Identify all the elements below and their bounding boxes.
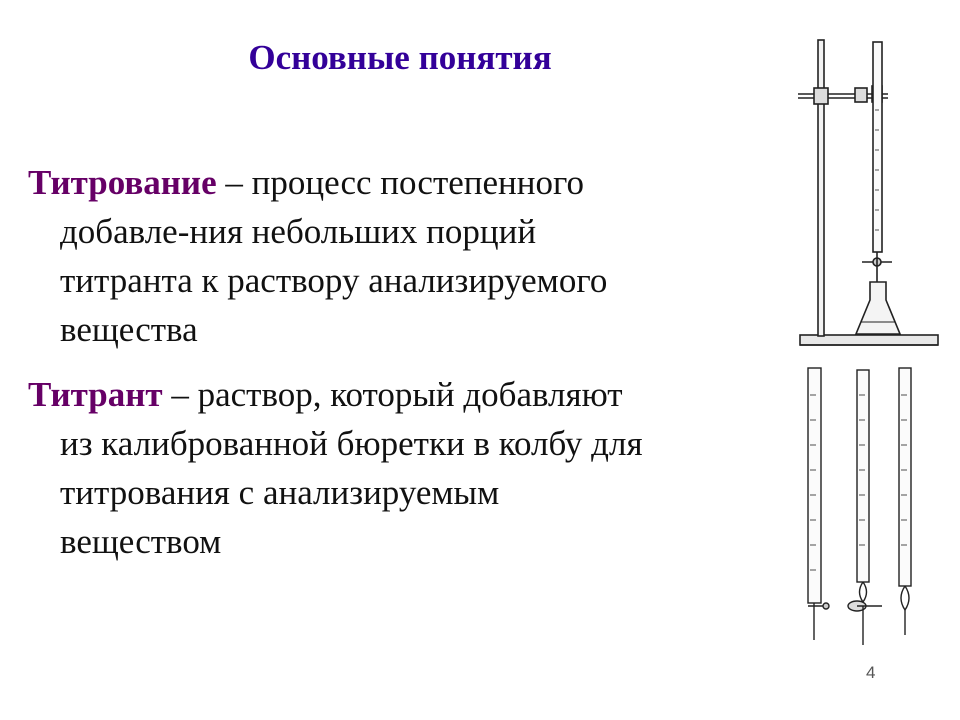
definition-text-line: вещества bbox=[60, 310, 198, 349]
definition-text-line: добавле-ния небольших порций bbox=[60, 212, 537, 251]
definition-text-line: титранта к раствору анализируемого bbox=[60, 261, 608, 300]
term-titrant: Титрант bbox=[28, 375, 163, 414]
term-titration: Титрование bbox=[28, 163, 217, 202]
definition-text-line: веществом bbox=[60, 522, 222, 561]
slide-title: Основные понятия bbox=[248, 38, 552, 77]
definition-text-line: из калиброванной бюретки в колбу для bbox=[60, 424, 643, 463]
page-number: 4 bbox=[866, 663, 876, 682]
dash: – bbox=[216, 163, 252, 202]
dash: – bbox=[162, 375, 198, 414]
definition-text-line: раствор, который добавляют bbox=[197, 375, 623, 414]
definition-text-line: титрования с анализируемым bbox=[60, 473, 500, 512]
definition-text-line: процесс постепенного bbox=[251, 163, 584, 202]
